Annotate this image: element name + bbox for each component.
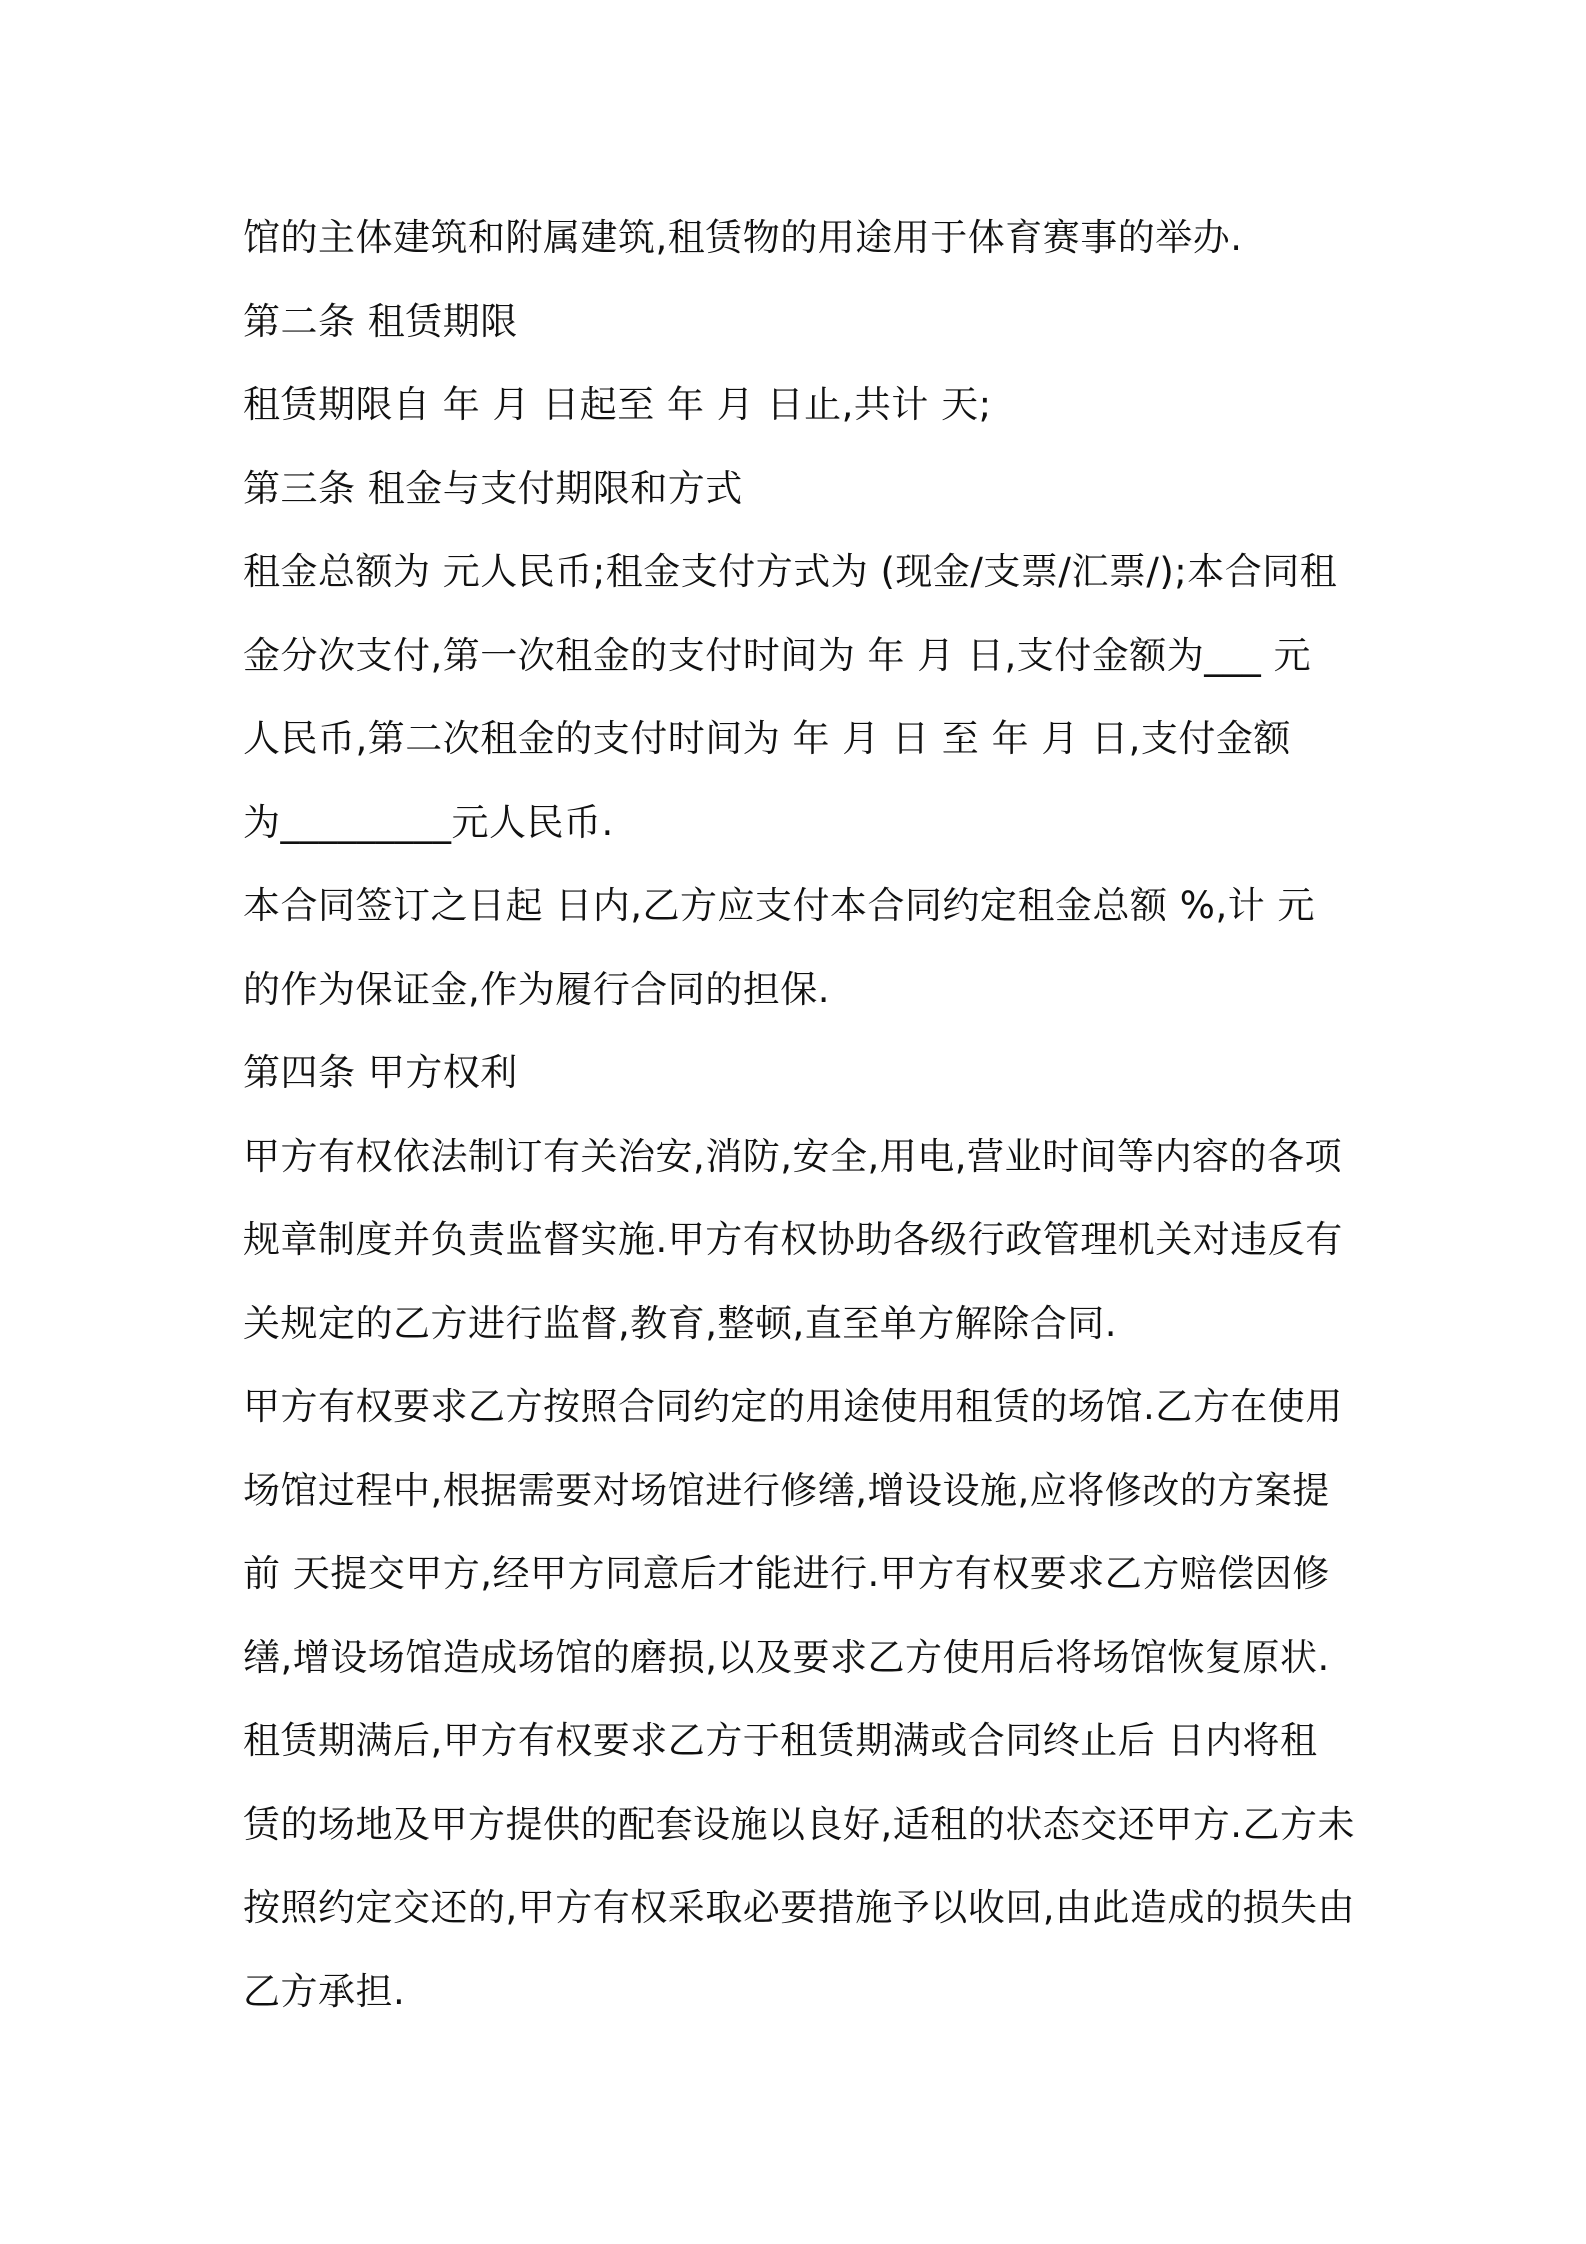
text-line: 甲方有权依法制订有关治安,消防,安全,用电,营业时间等内容的各项 xyxy=(243,1134,1343,1178)
text-line: 租赁期限自 年 月 日起至 年 月 日止,共计 天; xyxy=(243,383,992,426)
document-body xyxy=(243,196,1363,2033)
text-line: 前 天提交甲方,经甲方同意后才能进行.甲方有权要求乙方赔偿因修 xyxy=(243,1552,1330,1595)
text-line: 租赁期满后,甲方有权要求乙方于租赁期满或合同终止后 日内将租 xyxy=(243,1719,1318,1762)
text-line: 租金总额为 元人民币;租金支付方式为 (现金/支票/汇票/);本合同租 xyxy=(243,550,1338,593)
section-heading: 第二条 租赁期限 xyxy=(243,299,518,343)
text-line: 人民币,第二次租金的支付时间为 年 月 日 至 年 月 日,支付金额 xyxy=(243,717,1291,760)
text-line: 馆的主体建筑和附属建筑,租赁物的用途用于体育赛事的举办. xyxy=(243,216,1243,259)
text-line: 规章制度并负责监督实施.甲方有权协助各级行政管理机关对违反有 xyxy=(243,1218,1343,1261)
section-heading: 第三条 租金与支付期限和方式 xyxy=(243,466,743,510)
text-line: 为_________元人民币. xyxy=(243,800,614,844)
text-line: 乙方承担. xyxy=(243,1969,406,2013)
text-line: 赁的场地及甲方提供的配套设施以良好,适租的状态交还甲方.乙方未 xyxy=(243,1802,1356,1846)
text-line: 按照约定交还的,甲方有权采取必要措施予以收回,由此造成的损失由 xyxy=(243,1886,1356,1929)
text-line: 场馆过程中,根据需要对场馆进行修缮,增设设施,应将修改的方案提 xyxy=(243,1468,1330,1512)
text-line: 缮,增设场馆造成场馆的磨损,以及要求乙方使用后将场馆恢复原状. xyxy=(243,1635,1330,1679)
section-heading: 第四条 甲方权利 xyxy=(243,1051,518,1094)
text-line: 关规定的乙方进行监督,教育,整顿,直至单方解除合同. xyxy=(243,1301,1118,1345)
text-line: 金分次支付,第一次租金的支付时间为 年 月 日,支付金额为___ 元 xyxy=(243,633,1312,677)
text-line: 甲方有权要求乙方按照合同约定的用途使用租赁的场馆.乙方在使用 xyxy=(243,1385,1343,1428)
text-line: 本合同签订之日起 日内,乙方应支付本合同约定租金总额 %,计 元 xyxy=(243,884,1315,927)
text-line: 的作为保证金,作为履行合同的担保. xyxy=(243,967,831,1011)
